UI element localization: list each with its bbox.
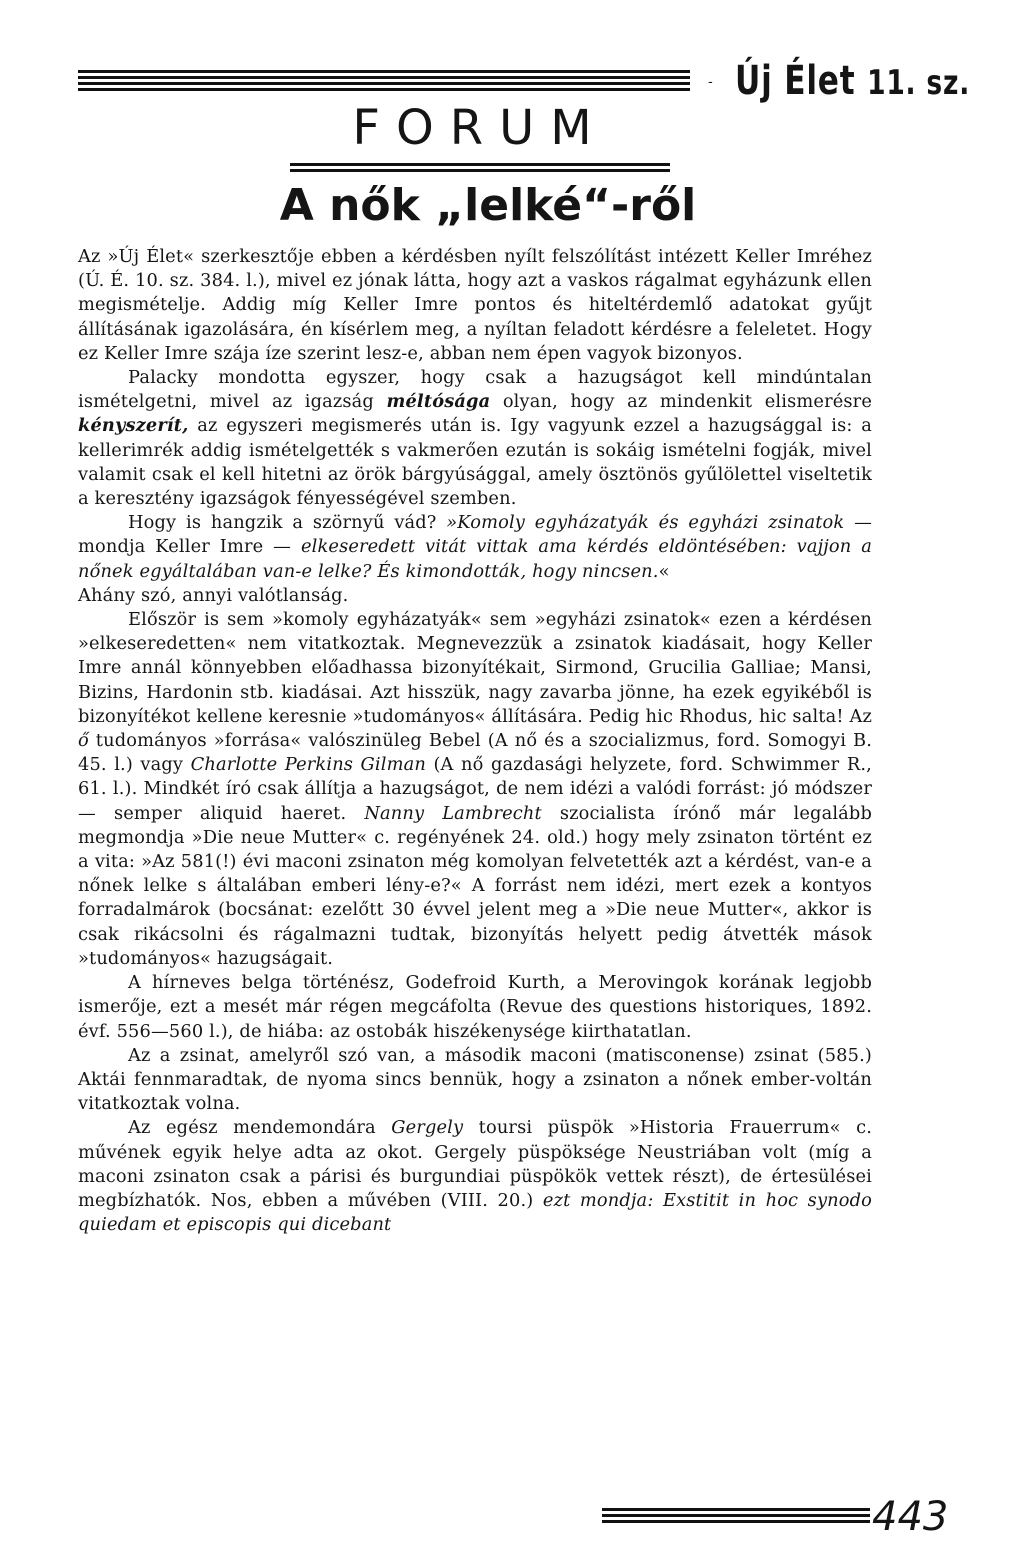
paragraph	[78, 1116, 872, 1237]
paragraph-text: az egyszeri megismerés után is. Igy vagyunk ezzel a hazugsággal is: a kellerimrék addig ismételgették s vakmerően ezután is sokáig ismételni fogják, mivel valamit csak el kell hitetni az örök bárgyúsággal, amely ösztönös gyűlölettel viseltetik a keresztény igazságok fényességével szemben.	[78, 415, 872, 510]
paragraph	[78, 608, 872, 971]
paragraph	[78, 245, 872, 366]
emphasized-text: Gergely	[391, 1117, 464, 1139]
paragraph-text: A hírneves belga történész, Godefroid Kurth, a Merovingok korának legjobb ismerője, ezt a mesét már régen megcáfolta (Revue des questions historiques, 1892. évf. 556—560 l.), de hiába: az ostobák hiszékenysége kiirthatatlan.	[78, 972, 872, 1042]
paragraph	[78, 1044, 872, 1117]
section-title: FORUM	[352, 100, 608, 156]
emphasized-text: kényszerít,	[78, 415, 189, 437]
paragraph-text: Az a zsinat, amelyről szó van, a második maconi (matisconense) zsinat (585.) Aktái fennmaradtak, de nyoma sincs bennük, hogy a zsinaton a nőnek ember-voltán vitatkoztak volna.	[78, 1044, 872, 1115]
emphasized-text: ezt mondja: Exstitit in hoc synodo quiedam et episcopis qui dicebant	[78, 1189, 872, 1236]
paragraph	[78, 971, 872, 1044]
paragraph-text: — mondja Keller Imre —	[78, 512, 872, 558]
footer-rule	[602, 1508, 870, 1526]
paragraph-text: tudományos »forrása« valószinüleg Bebel (A nő és a szocializmus, ford. Somogyi B. 45. l.) vagy	[78, 730, 872, 776]
paragraph-text: «	[658, 560, 670, 582]
paragraph-text: (A nő gazdasági helyzete, ford. Schwimmer R., 61. l.). Mindkét író csak állítja a hazugságot, de nem idézi a valódi forrást: jó módszer — semper aliquid haeret.	[78, 754, 872, 824]
paragraph	[78, 366, 872, 511]
emphasized-text: méltósága	[386, 391, 491, 413]
emphasized-text: Nanny Lambrecht	[364, 802, 542, 824]
header-rule	[78, 70, 690, 94]
section-rule	[290, 163, 670, 175]
emphasized-text: ő	[78, 730, 89, 752]
paragraph-text: szocialista írónő már legalább megmondja »Die neue Mutter« c. regényének 24. old.) hogy mely zsinaton történt ez a vita: »Az 581(!) évi maconi zsinaton még komolyan felvetették azt a kérdést, van-e a nőnek lelke s általában emberi lény-e?« A forrást nem idézi, mert ezek a kontyos forradalmárok (bocsánat: ezelőtt 30 évvel jelent meg a »Die neue Mutter«, akkor is csak rikácsolni és rágalmazni tudtak, bizonyítás helyett pedig átvették mások »tudományos« hazugságait.	[78, 802, 872, 969]
paragraph	[78, 511, 872, 584]
article-headline: A nők „lelké“-ről	[279, 180, 697, 231]
paragraph-text: Az egész mendemondára	[128, 1117, 392, 1139]
paragraph	[78, 584, 872, 608]
magazine-title: Új Élet	[735, 58, 856, 104]
paragraph-text: Ahány szó, annyi valótlanság.	[78, 584, 349, 606]
page-number: 443	[872, 1494, 949, 1540]
header-dash: -	[708, 74, 713, 90]
article-body	[78, 245, 872, 1237]
paragraph-text: Az »Új Élet« szerkesztője ebben a kérdésben nyílt felszólítást intézett Keller Imréhez (Ú. É. 10. sz. 384. l.), mivel ez jónak látta, hogy azt a vaskos rágalmat egyházunk ellen megismételje. Addig míg Keller Imre pontos és hiteltérdemlő adatokat gyűjt állításának igazolására, én kísérlem meg, a nyíltan feladott kérdésre a feleletet. Hogy ez Keller Imre szája íze szerint lesz-e, abban nem épen vagyok bizonyos.	[78, 246, 872, 364]
paragraph-text: Hogy is hangzik a szörnyű vád?	[128, 512, 447, 534]
emphasized-text: »Komoly egyházatyák és egyházi zsinatok	[446, 512, 845, 534]
paragraph-text: Először is sem »komoly egyházatyák« sem »egyházi zsinatok« ezen a kérdésen »elkeseredetten« nem vitatkoztak. Megnevezzük a zsinatok kiadásait, hogy Keller Imre annál könnyebben előadhassa bizonyítékait, Sirmond, Grucilia Galliae; Mansi, Bizins, Hardonin stb. kiadásai. Azt hisszük, nagy zavarba jönne, ha ezek egyikéből is bizonyítékot kellene keresnie »tudományos« állítására. Pedig hic Rhodus, hic salta! Az	[78, 609, 872, 727]
paragraph-text: Palacky mondotta egyszer, hogy csak a hazugságot kell mindúntalan ismételgetni, mivel az igazság	[78, 367, 872, 413]
emphasized-text: elkeseredett vitát vittak ama kérdés eldöntésében: vajjon a nőnek egyáltalában van-e lelke? És kimondották, hogy nincsen.	[78, 536, 872, 582]
issue-number: 11. sz.	[867, 63, 971, 103]
paragraph-text: olyan, hogy az mindenkit elismerésre	[490, 391, 872, 413]
emphasized-text: Charlotte Perkins Gilman	[190, 754, 426, 776]
paragraph-text: toursi püspök »Historia Frauerrum« c. művének egyik helye adta az okot. Gergely püspöksége Neustriában volt (míg a maconi zsinaton csak a párisi és burgundiai püspökök vettek részt), de értesülései megbízhatók. Nos, ebben a művében (VIII. 20.)	[78, 1117, 873, 1211]
masthead	[735, 58, 970, 104]
